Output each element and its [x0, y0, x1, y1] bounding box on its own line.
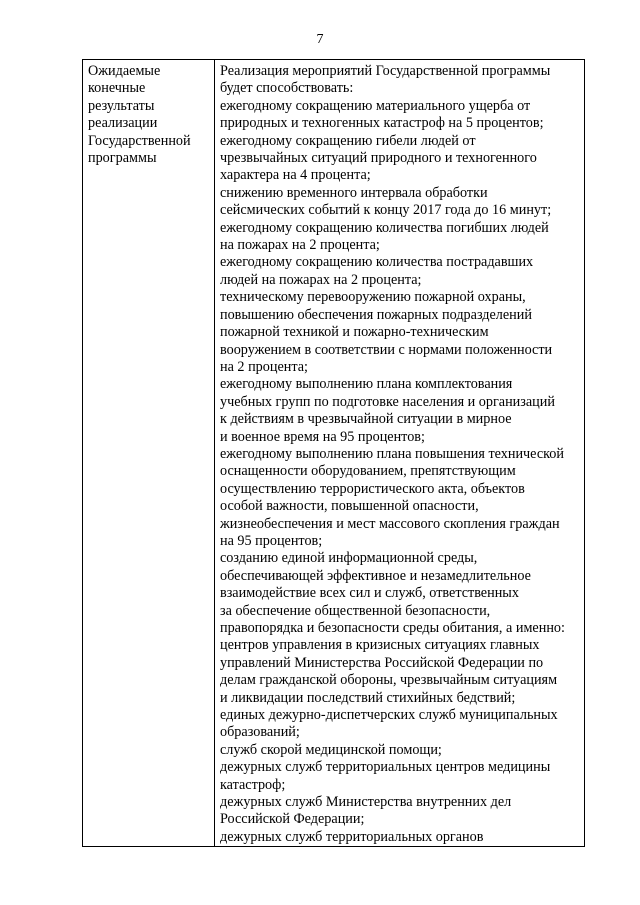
content-line: характера на 4 процента;: [220, 167, 371, 184]
row-label-cell: [83, 60, 215, 847]
content-line: ежегодному сокращению гибели людей от: [220, 132, 476, 149]
content-line: дежурных служб Министерства внутренних дел: [220, 794, 512, 811]
content-line: к действиям в чрезвычайной ситуации в мирное: [220, 411, 512, 428]
content-line: управлений Министерства Российской Федерации по: [220, 654, 544, 671]
content-line: образований;: [220, 724, 300, 741]
table-row: [83, 60, 585, 847]
content-line: жизнеобеспечения и мест массового скопления граждан: [220, 515, 560, 532]
row-label-line: программы: [88, 150, 157, 167]
content-line: ежегодному сокращению материального ущерба от: [220, 97, 531, 114]
content-line: единых дежурно-диспетчерских служб муниципальных: [220, 707, 558, 724]
content-line: созданию единой информационной среды,: [220, 550, 478, 567]
content-line: и ликвидации последствий стихийных бедствий;: [220, 689, 516, 706]
content-line: особой важности, повышенной опасности,: [220, 498, 479, 515]
row-content-text: [220, 63, 580, 846]
row-content-cell: [215, 60, 585, 847]
content-line: делам гражданской обороны, чрезвычайным ситуациям: [220, 672, 558, 689]
content-line: Российской Федерации;: [220, 811, 365, 828]
content-line: осуществлению террористического акта, объектов: [220, 480, 525, 497]
content-line: служб скорой медицинской помощи;: [220, 741, 442, 758]
row-label-line: реализации: [88, 115, 158, 132]
content-line: дежурных служб территориальных центров медицины: [220, 759, 551, 776]
content-line: сейсмических событий к концу 2017 года до 16 минут;: [220, 202, 552, 219]
content-line: вооружением в соответствии с нормами положенности: [220, 341, 553, 358]
row-label-text: [88, 63, 210, 167]
content-line: дежурных служб территориальных органов: [220, 828, 484, 845]
content-line: пожарной техникой и пожарно-техническим: [220, 324, 489, 341]
content-line: Реализация мероприятий Государственной программы: [220, 63, 551, 79]
row-label-line: результаты: [88, 97, 155, 114]
content-line: на пожарах на 2 процента;: [220, 237, 380, 254]
content-line: снижению временного интервала обработки: [220, 184, 488, 201]
content-line: людей на пожарах на 2 процента;: [220, 271, 422, 288]
content-line: ежегодному сокращению количества погибших людей: [220, 219, 549, 236]
content-line: природных и техногенных катастроф на 5 процентов;: [220, 115, 544, 132]
row-label-line: конечные: [88, 80, 146, 97]
content-line: техническому перевооружению пожарной охраны,: [220, 289, 526, 306]
content-line: катастроф;: [220, 776, 286, 793]
content-line: чрезвычайных ситуаций природного и техногенного: [220, 150, 537, 167]
content-line: взаимодействие всех сил и служб, ответственных: [220, 585, 519, 602]
content-line: учебных групп по подготовке населения и организаций: [220, 393, 555, 410]
content-line: и военное время на 95 процентов;: [220, 428, 425, 445]
row-label-line: Ожидаемые: [88, 63, 161, 79]
content-line: на 95 процентов;: [220, 532, 323, 549]
content-line: будет способствовать:: [220, 80, 354, 97]
content-line: на 2 процента;: [220, 358, 308, 375]
content-line: правопорядка и безопасности среды обитания, а именно:: [220, 620, 565, 636]
page-number: 7: [316, 32, 324, 47]
program-passport-table: [82, 59, 585, 847]
content-line: центров управления в кризисных ситуациях главных: [220, 637, 540, 654]
content-line: за обеспечение общественной безопасности,: [220, 602, 491, 619]
content-line: оснащенности оборудованием, препятствующим: [220, 463, 516, 480]
content-line: ежегодному сокращению количества пострадавших: [220, 254, 534, 271]
content-line: ежегодному выполнению плана комплектования: [220, 376, 513, 393]
content-line: ежегодному выполнению плана повышения технической: [220, 445, 564, 462]
content-line: обеспечивающей эффективное и незамедлительное: [220, 567, 531, 584]
content-line: повышению обеспечения пожарных подразделений: [220, 306, 532, 323]
row-label-line: Государственной: [88, 132, 191, 149]
